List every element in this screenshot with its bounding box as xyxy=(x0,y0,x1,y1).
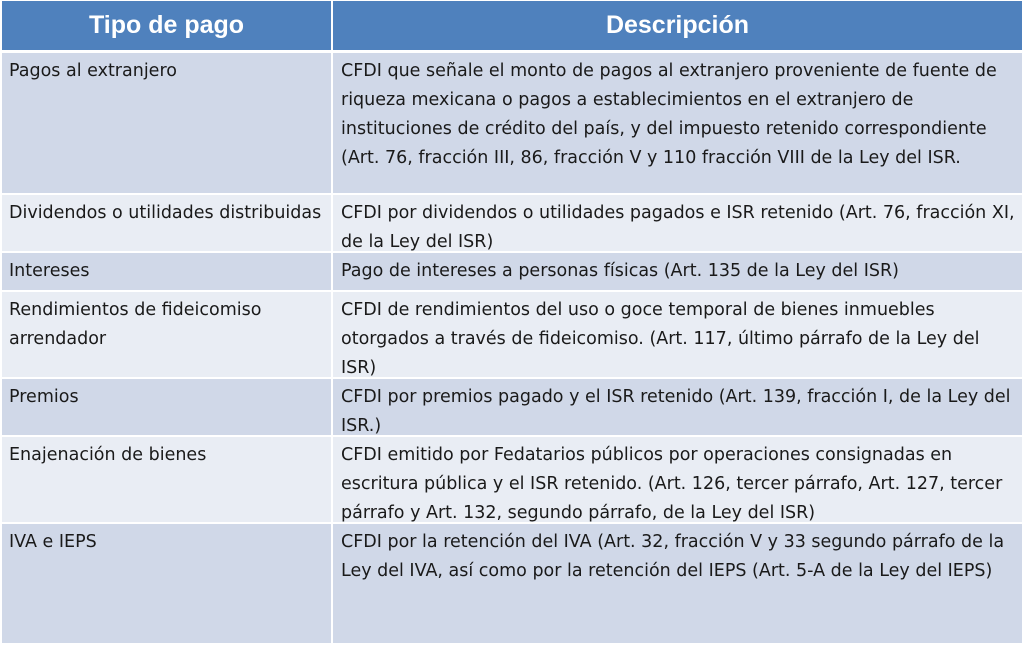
row-7-tipo: IVA e IEPS xyxy=(2,524,333,645)
header-tipo-de-pago: Tipo de pago xyxy=(2,1,333,53)
row-3-descripcion: Pago de intereses a personas físicas (Art. 135 de la Ley del ISR) xyxy=(333,253,1022,292)
row-6-descripcion: CFDI emitido por Fedatarios públicos por operaciones consignadas en escritura pública y el ISR retenido. (Art. 126, tercer párrafo, Art. 127, tercer párrafo y Art. 132, segundo párrafo, de la Ley del ISR) xyxy=(333,437,1022,524)
row-5-tipo: Premios xyxy=(2,379,333,437)
header-descripcion: Descripción xyxy=(333,1,1022,53)
row-1-tipo: Pagos al extranjero xyxy=(2,53,333,195)
row-6-tipo: Enajenación de bienes xyxy=(2,437,333,524)
row-7-descripcion: CFDI por la retención del IVA (Art. 32, fracción V y 33 segundo párrafo de la Ley del IVA, así como por la retención del IEPS (Art. 5-A de la Ley del IEPS) xyxy=(333,524,1022,645)
row-2-tipo: Dividendos o utilidades distribuidas xyxy=(2,195,333,253)
row-4-descripcion: CFDI de rendimientos del uso o goce temporal de bienes inmuebles otorgados a través de fideicomiso. (Art. 117, último párrafo de la Ley del ISR) xyxy=(333,292,1022,379)
row-4-tipo: Rendimientos de fideicomiso arrendador xyxy=(2,292,333,379)
row-2-descripcion: CFDI por dividendos o utilidades pagados e ISR retenido (Art. 76, fracción XI, de la Ley del ISR) xyxy=(333,195,1022,253)
payment-types-table xyxy=(2,1,1022,645)
row-1-descripcion: CFDI que señale el monto de pagos al extranjero proveniente de fuente de riqueza mexicana o pagos a establecimientos en el extranjero de instituciones de crédito del país, y del impuesto retenido correspondiente (Art. 76, fracción III, 86, fracción V y 110 fracción VIII de la Ley del ISR. xyxy=(333,53,1022,195)
row-5-descripcion: CFDI por premios pagado y el ISR retenido (Art. 139, fracción I, de la Ley del ISR.) xyxy=(333,379,1022,437)
row-3-tipo: Intereses xyxy=(2,253,333,292)
